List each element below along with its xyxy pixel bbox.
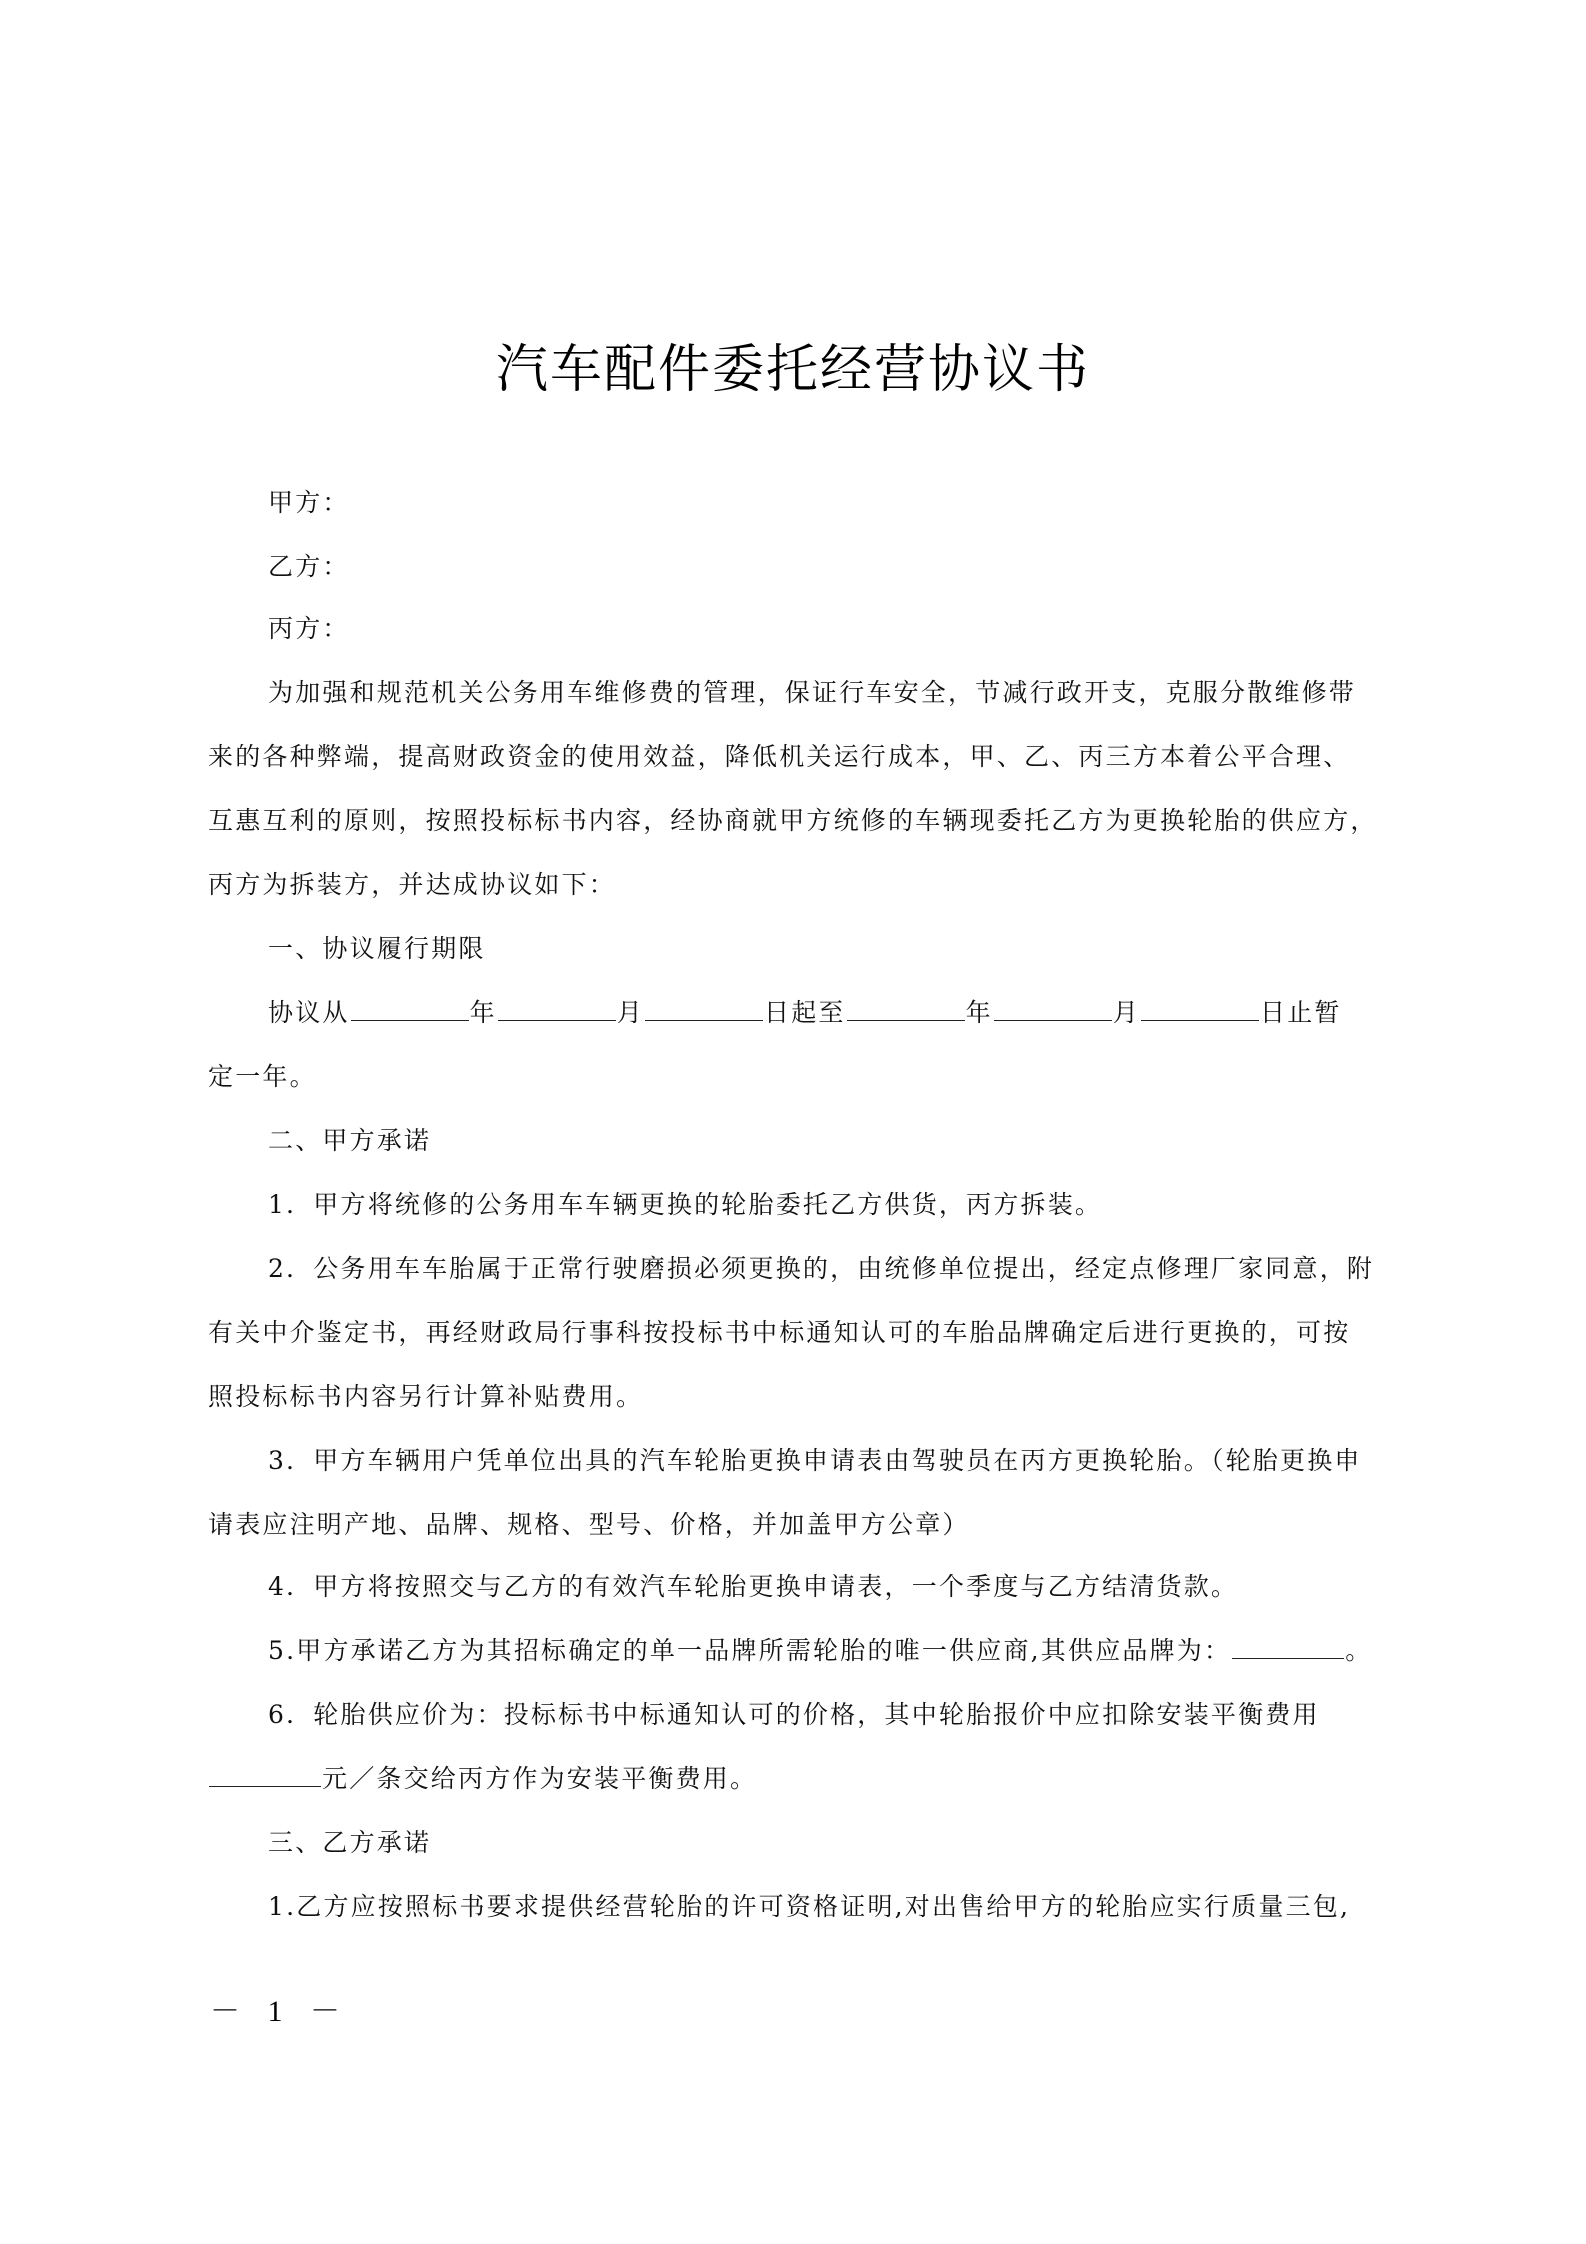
clause-2-4: 4．甲方将按照交与乙方的有效汽车轮胎更换申请表，一个季度与乙方结清货款。: [268, 1572, 1239, 1601]
party-b-label: 乙方：: [268, 552, 350, 581]
clause-2-3: 3．甲方车辆用户凭单位出具的汽车轮胎更换申请表由驾驶员在丙方更换轮胎。（轮胎更换申: [268, 1446, 1362, 1475]
preamble-line: 为加强和规范机关公务用车维修费的管理，保证行车安全，节减行政开支，克服分散维修带: [268, 678, 1357, 707]
section-2-heading: 二、甲方承诺: [268, 1126, 432, 1155]
preamble-line: 丙方为拆装方，并达成协议如下：: [208, 870, 617, 899]
document-title: 汽车配件委托经营协议书: [495, 340, 1090, 400]
brand-field[interactable]: [1232, 1636, 1344, 1659]
party-c-line: [208, 614, 1448, 644]
party-a-label: 甲方：: [268, 488, 350, 517]
month-label: 月: [616, 998, 645, 1027]
to-label: 日止暂: [1260, 998, 1342, 1027]
year-label: 年: [469, 998, 497, 1027]
start-year-field[interactable]: [351, 998, 469, 1021]
clause-2-6-line2: [208, 1764, 1388, 1794]
section-1-heading: 一、协议履行期限: [268, 934, 486, 963]
clause-2-6: 6．轮胎供应价为：投标标书中标通知认可的价格，其中轮胎报价中应扣除安装平衡费用: [268, 1700, 1320, 1729]
clause-2-2: 有关中介鉴定书，再经财政局行事科按投标书中标通知认可的车胎品牌确定后进行更换的，可按: [208, 1318, 1351, 1347]
clause-2-1: 1．甲方将统修的公务用车车辆更换的轮胎委托乙方供货，丙方拆装。: [268, 1190, 1103, 1219]
clause-2-5: [208, 1636, 1448, 1666]
year-label: 年: [965, 998, 993, 1027]
end-month-field[interactable]: [994, 998, 1112, 1021]
term-line-2: 定一年。: [208, 1062, 317, 1091]
clause-2-2: 照投标标书内容另行计算补贴费用。: [208, 1382, 644, 1411]
clause-2-2: 2．公务用车车胎属于正常行驶磨损必须更换的，由统修单位提出，经定点修理厂家同意，附: [268, 1254, 1375, 1283]
clause-2-3: 请表应注明产地、品牌、规格、型号、价格，并加盖甲方公章）: [208, 1510, 970, 1539]
clause-2-5-end: 。: [1345, 1636, 1373, 1665]
end-day-field[interactable]: [1141, 998, 1259, 1021]
install-fee-field[interactable]: [209, 1764, 321, 1787]
preamble-line: 来的各种弊端，提高财政资金的使用效益，降低机关运行成本，甲、乙、丙三方本着公平合理、: [208, 742, 1351, 771]
term-prefix: 协议从: [268, 998, 350, 1027]
party-b-line: [208, 552, 1448, 582]
page-number: － 1 －: [210, 1995, 350, 2028]
from-label: 日起至: [764, 998, 846, 1027]
clause-2-5-text: 5.甲方承诺乙方为其招标确定的单一品牌所需轮胎的唯一供应商,其供应品牌为：: [268, 1636, 1232, 1665]
end-year-field[interactable]: [847, 998, 965, 1021]
party-a-line: [208, 488, 1448, 518]
start-day-field[interactable]: [645, 998, 763, 1021]
month-label: 月: [1112, 998, 1141, 1027]
start-month-field[interactable]: [498, 998, 616, 1021]
preamble-line: 互惠互利的原则，按照投标标书内容，经协商就甲方统修的车辆现委托乙方为更换轮胎的供应方，: [208, 806, 1378, 835]
section-3-heading: 三、乙方承诺: [268, 1828, 432, 1857]
clause-3-1: 1.乙方应按照标书要求提供经营轮胎的许可资格证明,对出售给甲方的轮胎应实行质量三包,: [268, 1892, 1351, 1921]
term-line: [208, 998, 1448, 1028]
clause-2-6-text: 元／条交给丙方作为安装平衡费用。: [322, 1764, 758, 1793]
party-c-label: 丙方：: [268, 614, 350, 643]
